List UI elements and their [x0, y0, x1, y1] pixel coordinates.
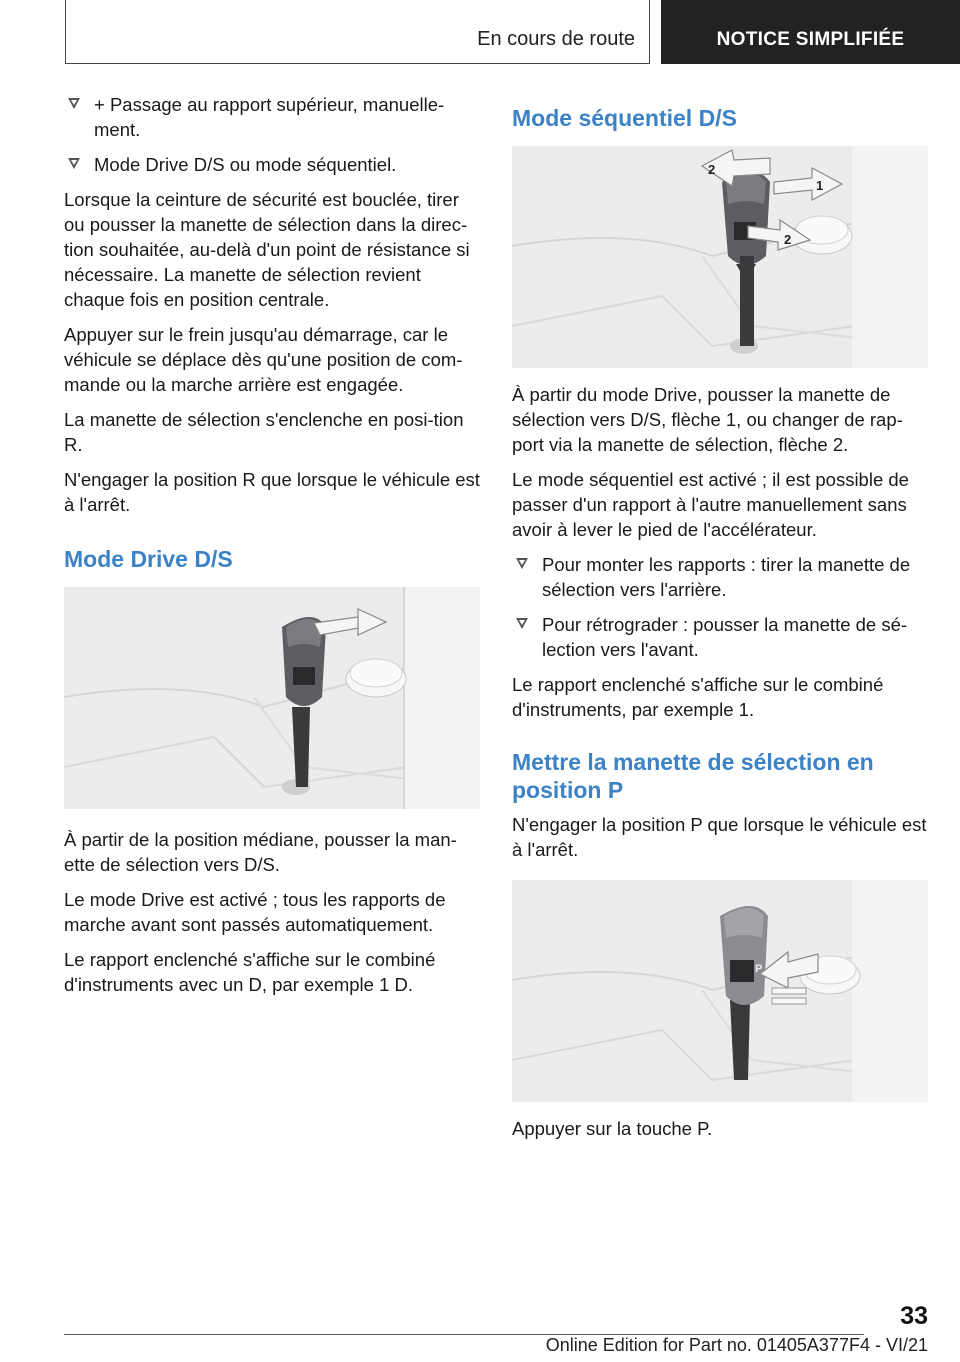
paragraph: Le rapport enclenché s'affiche sur le combiné d'instruments, par exemple 1.: [512, 674, 884, 720]
gear-selector-drive-figure: [64, 587, 480, 809]
triangle-bullet-icon: [68, 158, 80, 169]
right-column: [512, 92, 928, 1151]
paragraph: Le mode séquentiel est activé ; il est possible de passer d'un rapport à l'autre manuellement sans avoir à lever le pied de l'accélérateur.: [512, 469, 909, 540]
triangle-bullet-icon: [516, 558, 528, 569]
triangle-bullet-icon: [516, 618, 528, 629]
arrow-label-2b: 2: [784, 232, 792, 247]
paragraph: Appuyer sur le frein jusqu'au démarrage, car le véhicule se déplace dès qu'une position de com-mande ou la marche arrière est engagée.: [64, 324, 463, 395]
section-heading: Mettre la manette de sélection en position P: [512, 749, 874, 803]
list-item: Pour rétrograder : pousser la manette de sé-lection vers l'avant.: [512, 612, 928, 662]
paragraph: N'engager la position R que lorsque le véhicule est à l'arrêt.: [64, 469, 480, 515]
chapter-tab-label: NOTICE SIMPLIFIÉE: [716, 29, 905, 50]
paragraph: N'engager la position P que lorsque le véhicule est à l'arrêt.: [512, 814, 927, 860]
paragraph: Le rapport enclenché s'affiche sur le combiné d'instruments avec un D, par exemple 1 D.: [64, 949, 436, 995]
paragraph: Appuyer sur la touche P.: [512, 1118, 713, 1139]
paragraph: À partir de la position médiane, pousser la man-ette de sélection vers D/S.: [64, 829, 457, 875]
paragraph: À partir du mode Drive, pousser la manette de sélection vers D/S, flèche 1, ou changer de rap-port via la manette de sélection, flèche 2.: [512, 384, 903, 455]
section-title: En cours de route: [477, 28, 635, 50]
paragraph: Le mode Drive est activé ; tous les rapports de marche avant sont passés automatiquement.: [64, 889, 446, 935]
list-item: + Passage au rapport supérieur, manuelle-ment.: [64, 92, 480, 142]
chapter-tab: [661, 0, 960, 64]
park-button-label: P: [755, 963, 763, 975]
paragraph: La manette de sélection s'enclenche en posi-tion R.: [64, 409, 464, 455]
list-item: Mode Drive D/S ou mode séquentiel.: [64, 152, 480, 177]
triangle-bullet-icon: [68, 98, 80, 109]
gear-selector-sequential-figure: [512, 146, 928, 368]
list-item: Pour monter les rapports : tirer la manette de sélection vers l'arrière.: [512, 552, 928, 602]
arrow-label-1: 1: [816, 178, 824, 193]
arrow-label-2: 2: [708, 162, 716, 177]
paragraph: Lorsque la ceinture de sécurité est bouclée, tirer ou pousser la manette de sélection dans la direc-tion souhaitée, au-delà d'un point de résistance si nécessaire. La manette de sélection revient chaque fois en position centrale.: [64, 189, 470, 310]
section-heading: Mode séquentiel D/S: [512, 105, 737, 131]
page-number: 33: [900, 1302, 928, 1330]
left-column: [64, 92, 480, 1007]
header-frame: [65, 0, 650, 64]
footer-edition: Online Edition for Part no. 01405A377F4 - VI/21: [545, 1335, 928, 1355]
section-heading: Mode Drive D/S: [64, 546, 233, 572]
gear-selector-park-figure: [512, 880, 928, 1102]
